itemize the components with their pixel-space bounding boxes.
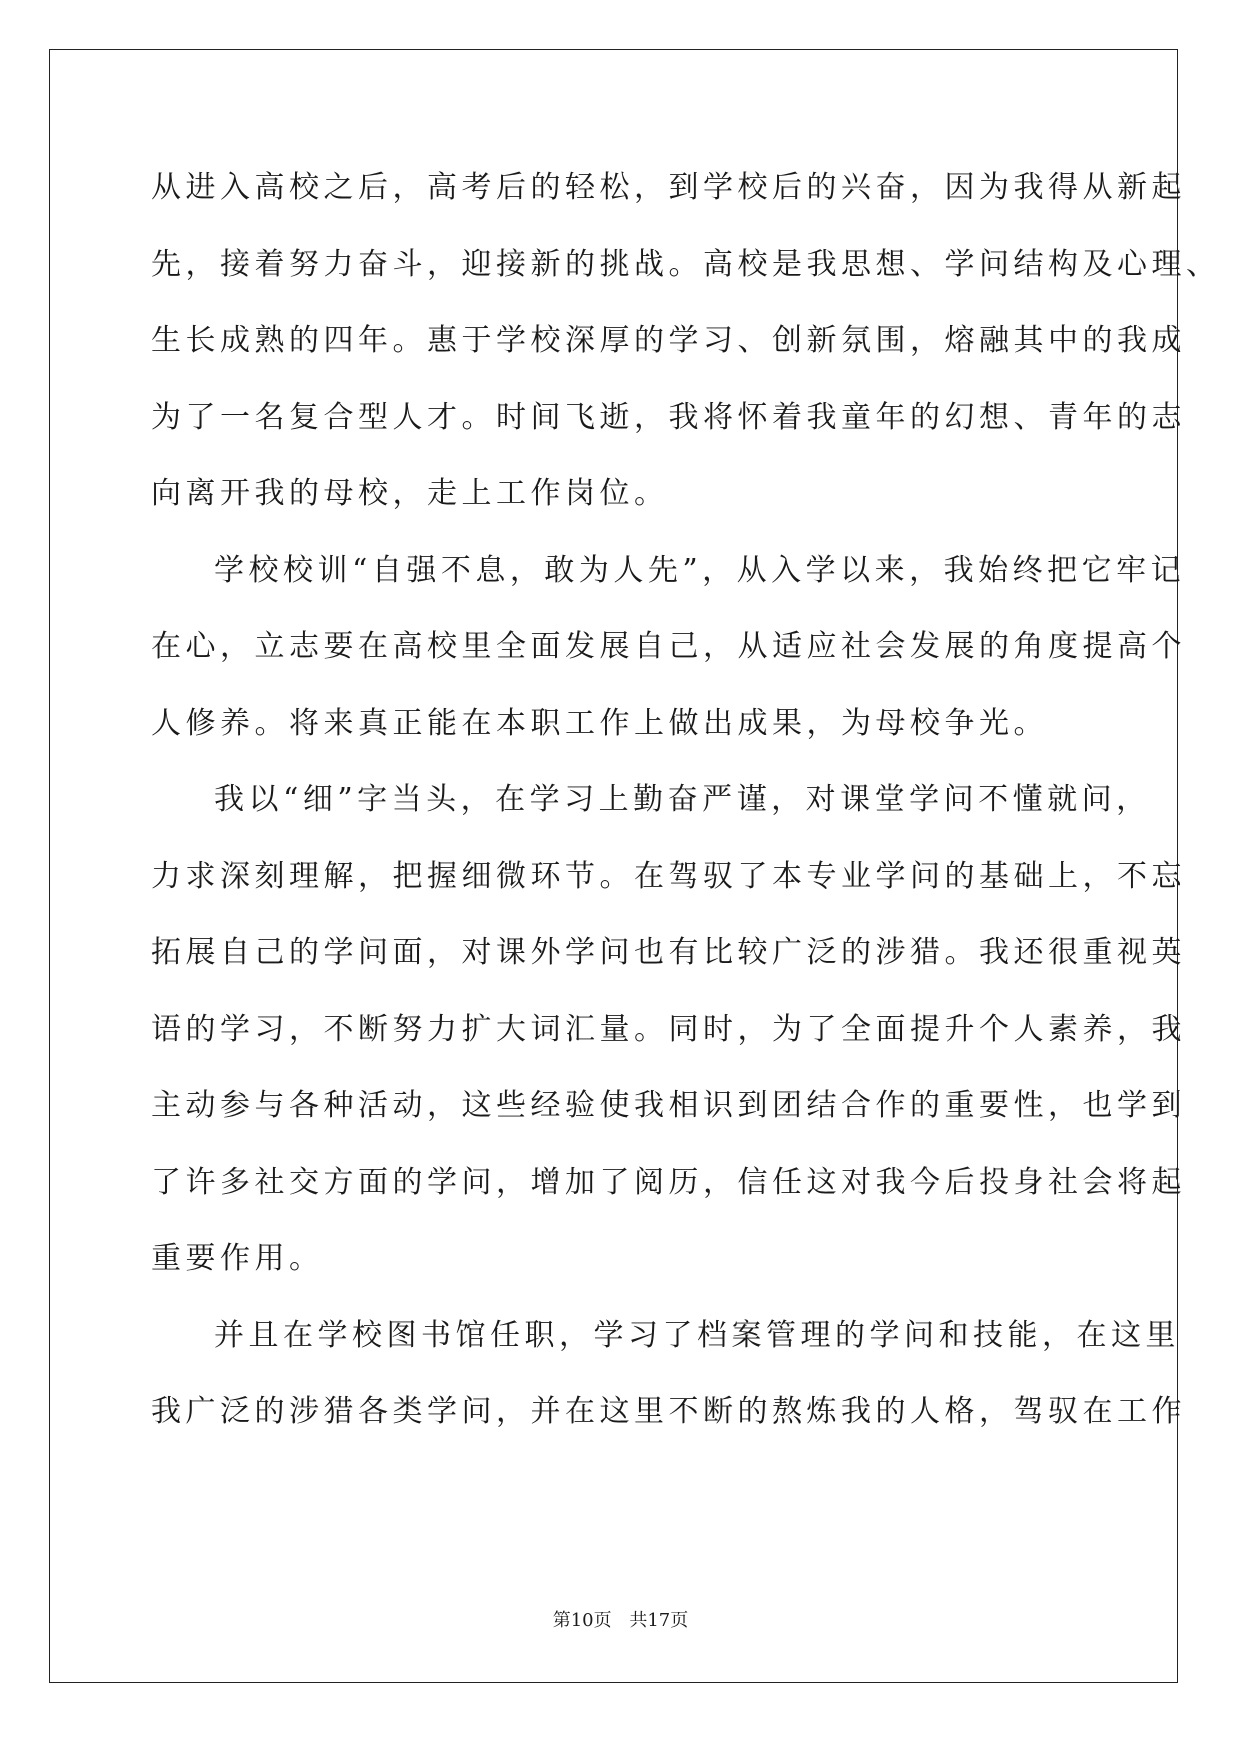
paragraph-2 xyxy=(151,541,1186,771)
text-line: 在心，立志要在高校里全面发展自己，从适应社会发展的角度提高个 xyxy=(151,629,1186,664)
current-page-number: 第10页 xyxy=(552,1610,612,1631)
text-line: 语的学习，不断努力扩大词汇量。同时，为了全面提升个人素养，我 xyxy=(151,1011,1186,1047)
text-line: 先，接着努力奋斗，迎接新的挑战。高校是我思想、学问结构及心理、 xyxy=(151,246,1221,282)
total-pages: 共17页 xyxy=(629,1610,689,1631)
paragraph-4 xyxy=(151,1306,1186,1459)
text-line: 为了一名复合型人才。时间飞逝，我将怀着我童年的幻想、青年的志 xyxy=(151,399,1186,435)
document-body xyxy=(151,158,1221,1459)
text-line: 生长成熟的四年。惠于学校深厚的学习、创新氛围，熔融其中的我成 xyxy=(151,323,1186,358)
text-line: 我广泛的涉猎各类学问，并在这里不断的熬炼我的人格，驾驭在工作 xyxy=(151,1394,1186,1429)
text-line: 向离开我的母校，走上工作岗位。 xyxy=(151,476,669,511)
text-line: 并且在学校图书馆任职，学习了档案管理的学问和技能，在这里 xyxy=(214,1317,1180,1353)
paragraph-3 xyxy=(151,770,1186,1306)
paragraph-1 xyxy=(151,158,1221,541)
text-line: 重要作用。 xyxy=(151,1241,324,1276)
text-line: 力求深刻理解，把握细微环节。在驾驭了本专业学问的基础上，不忘 xyxy=(151,858,1186,894)
text-line: 拓展自己的学问面，对课外学问也有比较广泛的涉猎。我还很重视英 xyxy=(151,935,1186,970)
text-line: 了许多社交方面的学问，增加了阅历，信任这对我今后投身社会将起 xyxy=(151,1164,1186,1200)
page-footer xyxy=(0,1606,1241,1632)
text-line: 我以“细”字当头，在学习上勤奋严谨，对课堂学问不懂就问， xyxy=(214,782,1151,817)
text-line: 学校校训“自强不息，敢为人先”，从入学以来，我始终把它牢记 xyxy=(214,552,1186,588)
text-line: 人修养。将来真正能在本职工作上做出成果，为母校争光。 xyxy=(151,705,1048,741)
text-line: 从进入高校之后，高考后的轻松，到学校后的兴奋，因为我得从新起 xyxy=(151,170,1186,205)
text-line: 主动参与各种活动，这些经验使我相识到团结合作的重要性，也学到 xyxy=(151,1088,1186,1123)
